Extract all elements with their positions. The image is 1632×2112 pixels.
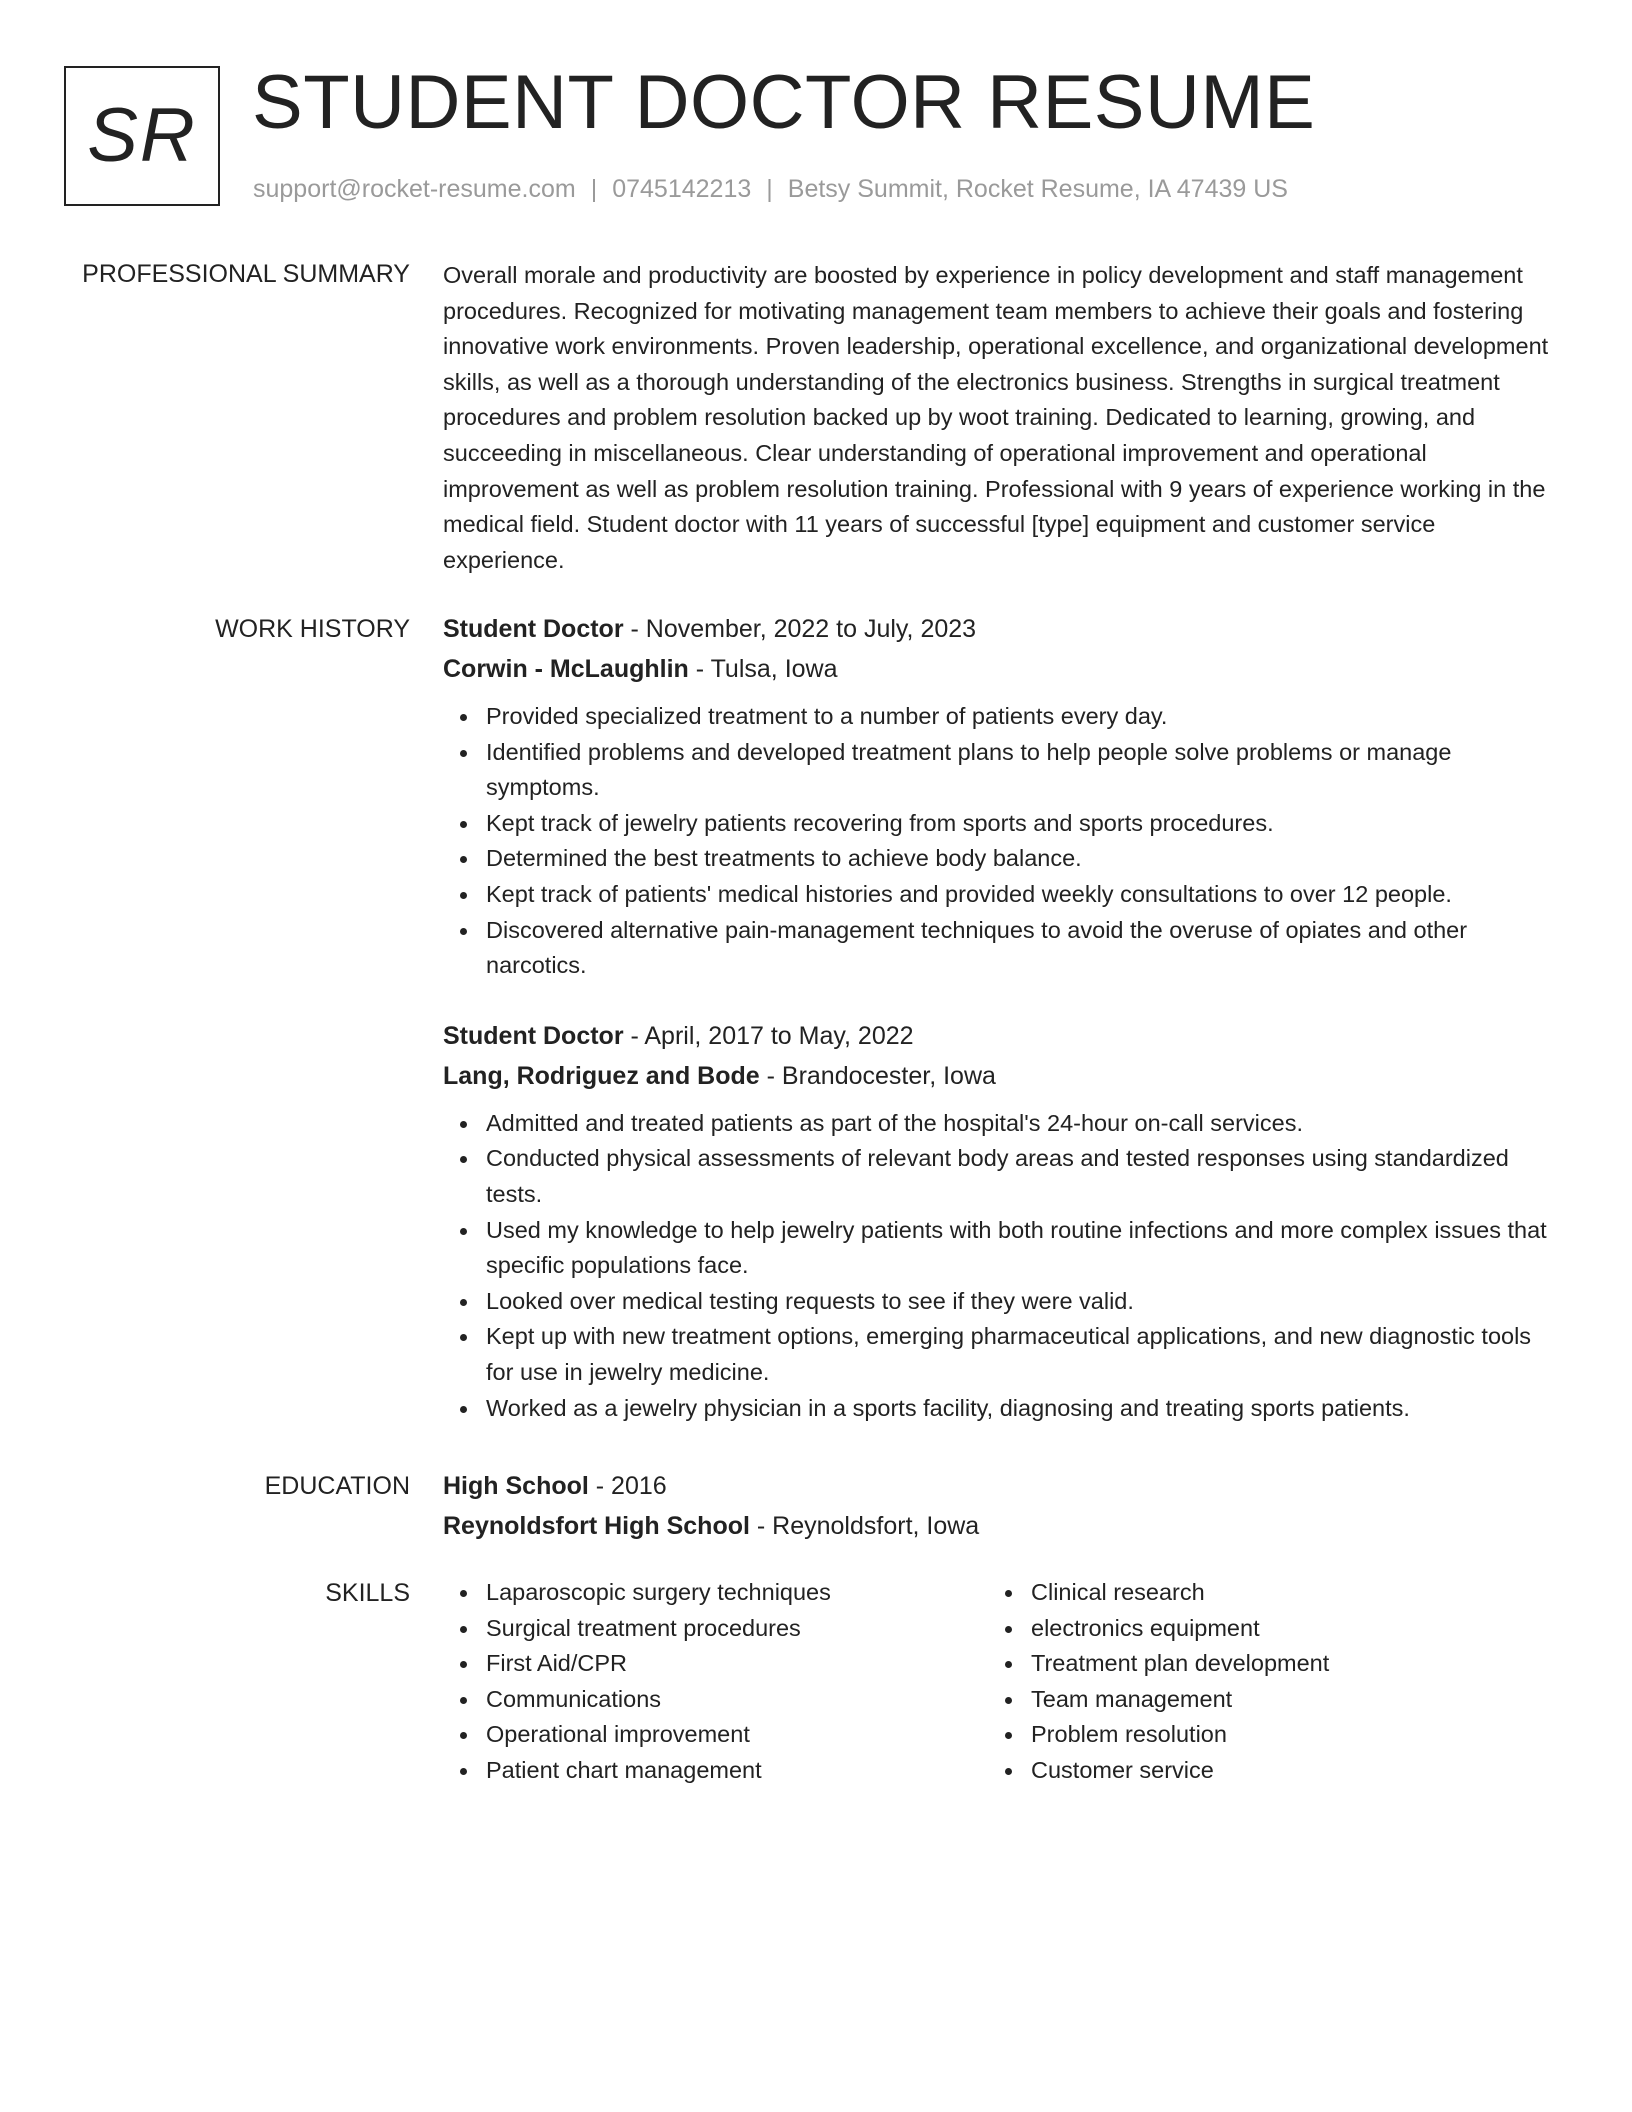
list-item: Worked as a jewelry physician in a sports facility, diagnosing and treating sports patients. bbox=[486, 1391, 1558, 1427]
contact-line bbox=[253, 172, 1288, 206]
education-body bbox=[443, 1466, 1558, 1546]
job-dates: - April, 2017 to May, 2022 bbox=[623, 1021, 914, 1050]
job-dates: - November, 2022 to July, 2023 bbox=[623, 615, 977, 643]
list-item: Discovered alternative pain-management techniques to avoid the overuse of opiates and other narcotics. bbox=[486, 913, 1558, 984]
education-year: - 2016 bbox=[588, 1472, 667, 1500]
skills-list bbox=[988, 1575, 1533, 1789]
list-item: Admitted and treated patients as part of the hospital's 24-hour on-call services. bbox=[486, 1106, 1558, 1142]
education-degree-line bbox=[443, 1466, 1558, 1506]
list-item: Treatment plan development bbox=[1031, 1646, 1533, 1682]
monogram-box bbox=[64, 66, 220, 206]
section-heading-skills: SKILLS bbox=[325, 1579, 410, 1607]
list-item: Communications bbox=[486, 1682, 988, 1718]
list-item: Customer service bbox=[1031, 1753, 1533, 1789]
education-location: - Reynoldsfort, Iowa bbox=[749, 1512, 980, 1540]
job-company-line bbox=[443, 649, 1558, 689]
section-heading-education: EDUCATION bbox=[264, 1472, 410, 1500]
list-item: Operational improvement bbox=[486, 1717, 988, 1753]
job-entry bbox=[443, 1016, 1558, 1426]
list-item: Team management bbox=[1031, 1682, 1533, 1718]
skills-body bbox=[443, 1575, 1558, 1789]
contact-separator: | bbox=[590, 175, 598, 203]
job-company-line bbox=[443, 1056, 1558, 1096]
skills-columns bbox=[443, 1575, 1558, 1789]
list-item: Identified problems and developed treatment plans to help people solve problems or manage symptoms. bbox=[486, 735, 1558, 806]
skills-column-left bbox=[443, 1575, 988, 1789]
list-item: Surgical treatment procedures bbox=[486, 1611, 988, 1647]
list-item: Problem resolution bbox=[1031, 1717, 1533, 1753]
list-item: Laparoscopic surgery techniques bbox=[486, 1575, 988, 1611]
job-title: Student Doctor bbox=[443, 615, 624, 643]
list-item: Patient chart management bbox=[486, 1753, 988, 1789]
job-title-line bbox=[443, 1016, 1558, 1056]
summary-text: Overall morale and productivity are boosted by experience in policy development and staff management procedures. Recognized for motivating management team members to achieve their goals and fostering innovative work environments. Proven leadership, operational excellence, and organizational development skills, as well as a thorough understanding of the electronics business. Strengths in surgical treatment procedures and problem resolution backed up by woot training. Dedicated to learning, growing, and succeeding in miscellaneous. Clear understanding of operational improvement and operational improvement as well as problem resolution training. Professional with 9 years of experience working in the medical field. Student doctor with 11 years of successful [type] equipment and customer service experience. bbox=[443, 262, 1549, 573]
section-heading-summary: PROFESSIONAL SUMMARY bbox=[82, 260, 410, 288]
contact-phone: 0745142213 bbox=[612, 175, 752, 203]
list-item: Provided specialized treatment to a number of patients every day. bbox=[486, 699, 1558, 735]
list-item: First Aid/CPR bbox=[486, 1646, 988, 1682]
job-company: Corwin - McLaughlin bbox=[443, 655, 689, 683]
work-history-body bbox=[443, 609, 1558, 1426]
job-title: Student Doctor bbox=[443, 1021, 624, 1050]
list-item: Used my knowledge to help jewelry patients with both routine infections and more complex issues that specific populations face. bbox=[486, 1213, 1558, 1284]
section-heading-work-history: WORK HISTORY bbox=[215, 615, 410, 643]
list-item: Conducted physical assessments of relevant body areas and tested responses using standardized tests. bbox=[486, 1141, 1558, 1212]
list-item: Kept track of jewelry patients recovering from sports and sports procedures. bbox=[486, 806, 1558, 842]
list-item: Kept track of patients' medical histories and provided weekly consultations to over 12 people. bbox=[486, 877, 1558, 913]
list-item: electronics equipment bbox=[1031, 1611, 1533, 1647]
job-location: - Brandocester, Iowa bbox=[759, 1061, 996, 1090]
contact-email: support@rocket-resume.com bbox=[253, 175, 576, 203]
job-duties-list bbox=[443, 1106, 1558, 1426]
job-duties-list bbox=[443, 699, 1558, 984]
job-entry bbox=[443, 609, 1558, 984]
skills-column-right bbox=[988, 1575, 1533, 1789]
job-location: - Tulsa, Iowa bbox=[688, 655, 838, 683]
education-school: Reynoldsfort High School bbox=[443, 1512, 750, 1540]
summary-body bbox=[443, 258, 1558, 578]
list-item: Determined the best treatments to achieve body balance. bbox=[486, 841, 1558, 877]
education-school-line bbox=[443, 1506, 1558, 1546]
list-item: Kept up with new treatment options, emerging pharmaceutical applications, and new diagnostic tools for use in jewelry medicine. bbox=[486, 1319, 1558, 1390]
monogram-initials: SR bbox=[87, 93, 197, 178]
job-company: Lang, Rodriguez and Bode bbox=[443, 1061, 760, 1090]
education-degree: High School bbox=[443, 1472, 589, 1500]
contact-address: Betsy Summit, Rocket Resume, IA 47439 US bbox=[787, 175, 1288, 203]
list-item: Looked over medical testing requests to see if they were valid. bbox=[486, 1284, 1558, 1320]
resume-title: STUDENT DOCTOR RESUME bbox=[252, 60, 1316, 145]
list-item: Clinical research bbox=[1031, 1575, 1533, 1611]
skills-list bbox=[443, 1575, 988, 1789]
contact-separator: | bbox=[766, 175, 773, 203]
job-title-line bbox=[443, 609, 1558, 649]
